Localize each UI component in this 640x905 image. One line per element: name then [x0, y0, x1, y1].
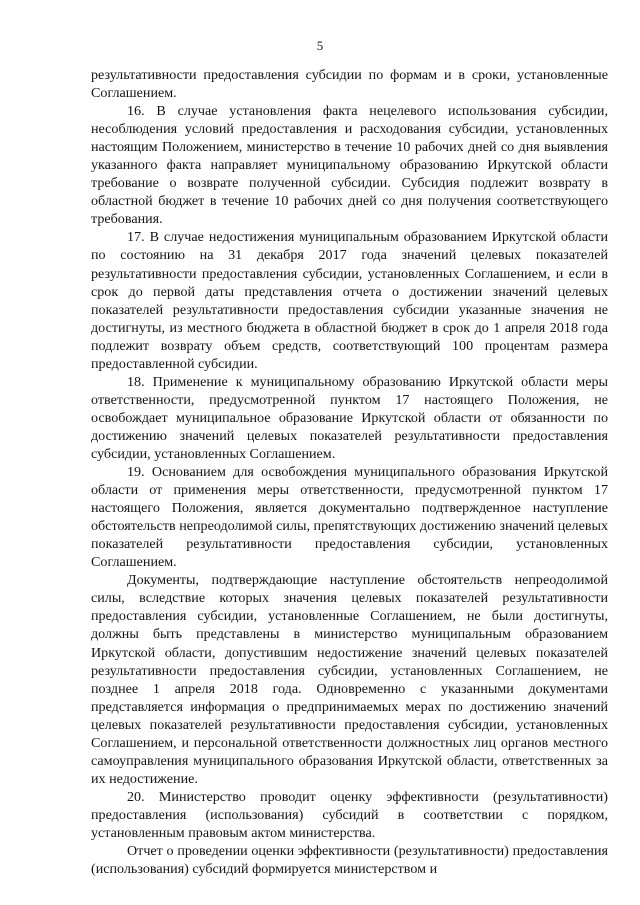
page-number: 5	[316, 38, 324, 53]
paragraph-17: 17. В случае недостижения муниципальным образованием Иркутской области по состоянию на 31 декабря 2017 года значений целевых показателей результативности предоставления субсидии, установленных Соглашением, и если в срок до первой даты представления отчета о достижении значений целевых показателей результативности предоставления субсидии указанные значения не достигнуты, из местного бюджета в областной бюджет в срок до 1 апреля 2018 года подлежит возврату объем средств, соответствующий 100 процентам размера предоставленной субсидии.	[91, 229, 608, 372]
paragraph-16: 16. В случае установления факта нецелевого использования субсидии, несоблюдения условий предоставления и расходования субсидии, установленных настоящим Положением, министерство в течение 10 рабочих дней со дня выявления указанного факта направляет муниципальному образованию Иркутской области требование о возврате полученной субсидии. Субсидия подлежит возврату в областной бюджет в течение 10 рабочих дней со дня получения соответствующего требования.	[91, 103, 608, 228]
paragraph-19: 19. Основанием для освобождения муниципального образования Иркутской области от применения меры ответственности, предусмотренной пунктом 17 настоящего Положения, является документально подтвержденное наступление обстоятельств непреодолимой силы, препятствующих достижению значений целевых показателей результативности предоставления субсидии, установленных Соглашением.	[91, 464, 608, 571]
paragraph-continuation: результативности предоставления субсидии по формам и в сроки, установленные Соглашением.	[91, 67, 608, 102]
document-body	[91, 66, 608, 878]
paragraph-report: Отчет о проведении оценки эффективности (результативности) предоставления (использования) субсидий формируется министерством и	[91, 843, 608, 878]
paragraph-documents: Документы, подтверждающие наступление обстоятельств непреодолимой силы, вследствие которых значения целевых показателей результативности предоставления субсидии, установленные Соглашением, не были достигнуты, должны быть представлены в министерство муниципальным образованием Иркутской области, допустившим недостижение значений целевых показателей результативности предоставления субсидии, установленных Соглашением, не позднее 1 апреля 2018 года. Одновременно с указанными документами представляется информация о предпринимаемых мерах по достижению значений целевых показателей результативности предоставления субсидии, установленных Соглашением, и персональной ответственности должностных лиц органов местного самоуправления муниципального образования Иркутской области, ответственных за их недостижение.	[91, 572, 608, 787]
paragraph-20: 20. Министерство проводит оценку эффективности (результативности) предоставления (использования) субсидий в соответствии с порядком, установленным правовым актом министерства.	[91, 788, 608, 841]
paragraph-18: 18. Применение к муниципальному образованию Иркутской области меры ответственности, предусмотренной пунктом 17 настоящего Положения, не освобождает муниципальное образование Иркутской области от обязанности по достижению значений целевых показателей результативности предоставления субсидии, установленных Соглашением.	[91, 373, 608, 462]
